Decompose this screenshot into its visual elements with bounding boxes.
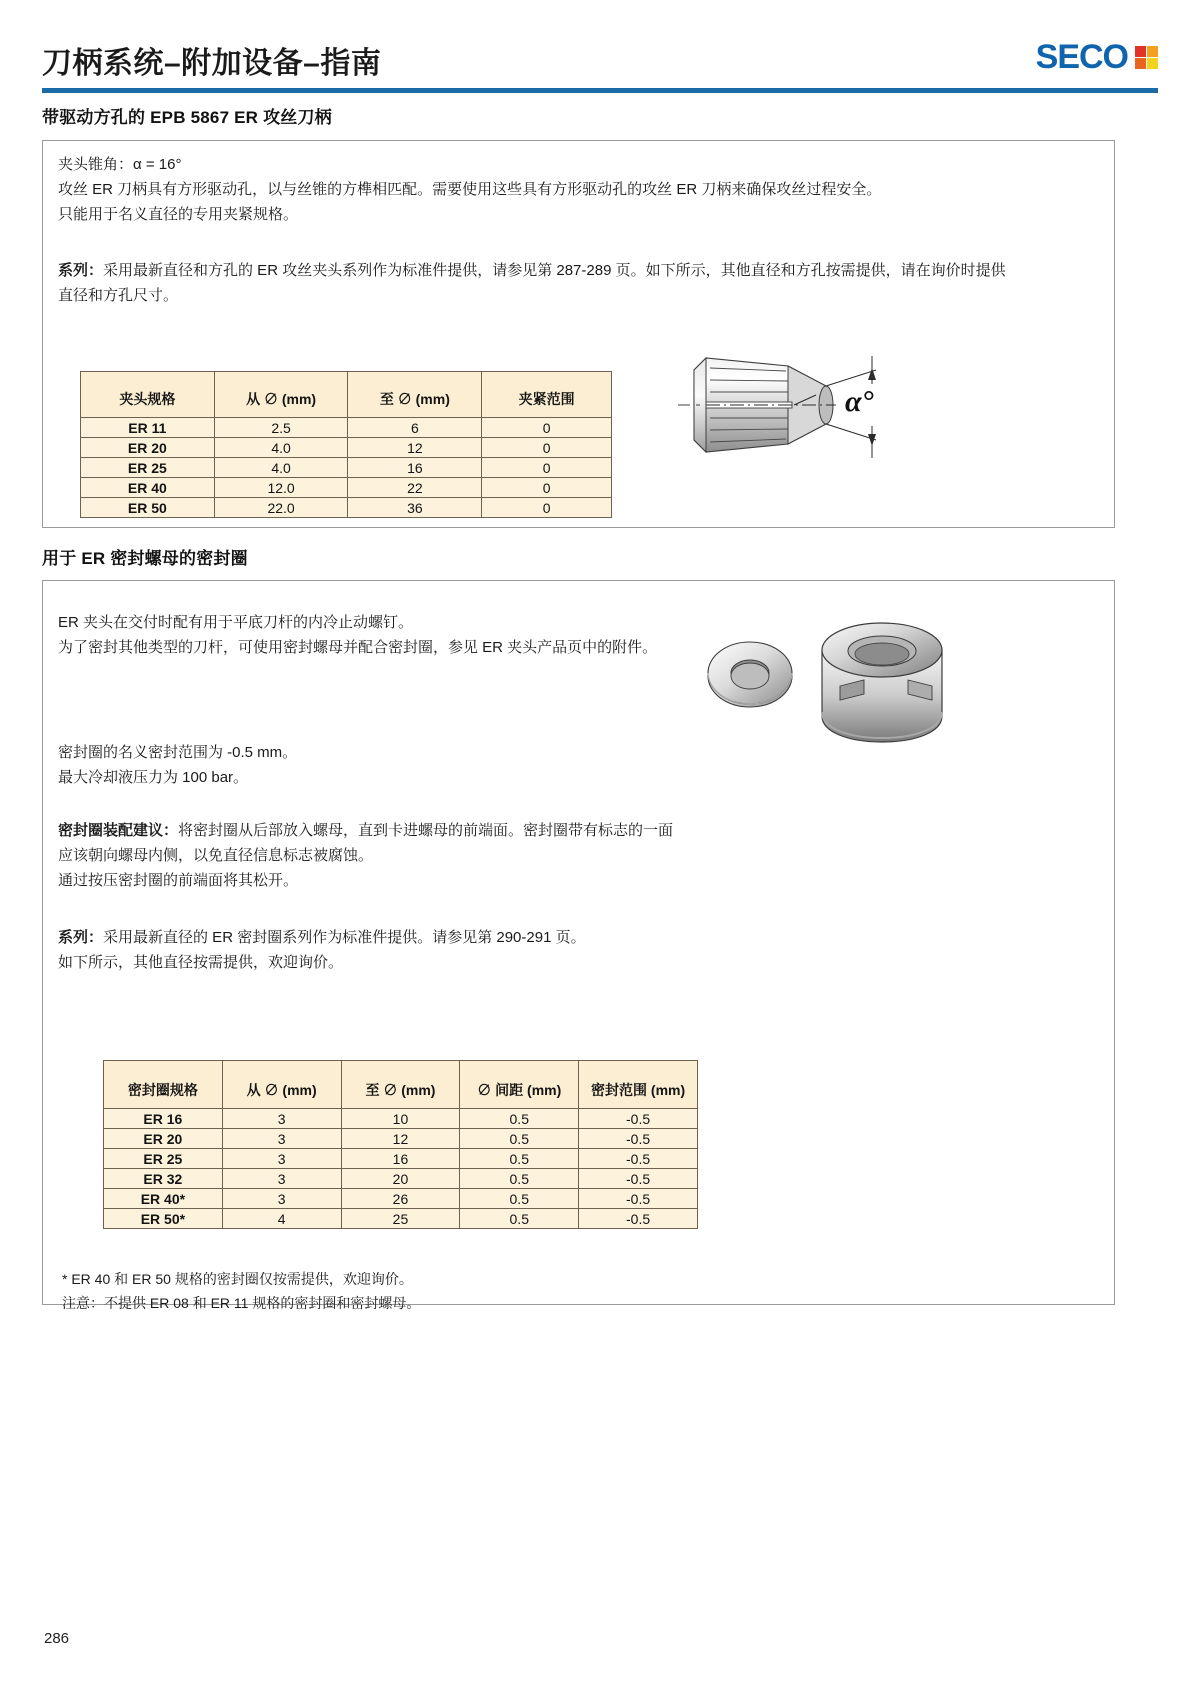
table-row: [81, 438, 612, 458]
logo-square-1: [1135, 46, 1146, 57]
logo-square-3: [1135, 58, 1146, 69]
table-cell: -0.5: [579, 1129, 698, 1149]
table-cell: -0.5: [579, 1149, 698, 1169]
section2-paragraph-1: ER 夹头在交付时配有用于平底刀杆的内冷止动螺钉。 为了密封其他类型的刀杆，可使用密封螺母并配合密封圈，参见 ER 夹头产品页中的附件。: [58, 614, 658, 656]
table-cell: 26: [341, 1189, 460, 1209]
table-cell: 12: [348, 438, 482, 458]
table-header-row: [104, 1061, 698, 1109]
section1-paragraph-1: 夹头锥角：α = 16° 攻丝 ER 刀柄具有方形驱动孔，以与丝锥的方榫相匹配。需要使用这些具有方形驱动孔的攻丝 ER 刀柄来确保攻丝过程安全。 只能用于名义直径的专用夹紧规格。: [58, 156, 882, 223]
section2-assembly-label: 密封圈装配建议：: [58, 822, 179, 839]
section2-assembly-text: 将密封圈从后部放入螺母，直到卡进螺母的前端面。密封圈带有标志的一面应该朝向螺母内侧，以免直径信息标志被腐蚀。 通过按压密封圈的前端面将其松开。: [58, 822, 674, 889]
table-cell: -0.5: [579, 1169, 698, 1189]
table-row: [104, 1169, 698, 1189]
collet-spec-table: [80, 371, 612, 518]
column-header-4: 夹紧范围: [482, 372, 612, 418]
angle-arrow-top: [868, 368, 876, 380]
column-header-1: 夹头规格: [81, 372, 215, 418]
section2-paragraph-3: [58, 818, 678, 893]
header-divider-rule: [42, 88, 1158, 93]
section1-series-text: 采用最新直径和方孔的 ER 攻丝夹头系列作为标准件提供，请参见第 287-289 页。如下所示，其他直径和方孔按需提供，请在询价时提供直径和方孔尺寸。: [58, 262, 1006, 304]
seco-logo: [1036, 40, 1158, 74]
table-cell: 3: [222, 1149, 341, 1169]
table-cell: 12.0: [214, 478, 348, 498]
column-header-4: ∅ 间距 (mm): [460, 1061, 579, 1109]
table-cell: ER 40*: [104, 1189, 223, 1209]
table-row: [104, 1109, 698, 1129]
page-header: [0, 0, 1200, 100]
column-header-2: 从 ∅ (mm): [222, 1061, 341, 1109]
table-row: [81, 498, 612, 518]
table-cell: 0.5: [460, 1129, 579, 1149]
table-cell: ER 50: [81, 498, 215, 518]
table-cell: 3: [222, 1169, 341, 1189]
table-cell: 16: [341, 1149, 460, 1169]
table-cell: 36: [348, 498, 482, 518]
table-row: [104, 1129, 698, 1149]
table-cell: 0: [482, 458, 612, 478]
table-row: [81, 478, 612, 498]
logo-square-4: [1147, 58, 1158, 69]
table-body: [81, 418, 612, 518]
seco-logo-text: SECO: [1035, 38, 1128, 76]
table-cell: ER 16: [104, 1109, 223, 1129]
section2-paragraph-2: 密封圈的名义密封范围为 -0.5 mm。 最大冷却液压力为 100 bar。: [58, 744, 298, 786]
table-row: [104, 1209, 698, 1229]
table-row: [104, 1149, 698, 1169]
section1-series-label: 系列：: [58, 262, 104, 279]
table-cell: 0: [482, 478, 612, 498]
column-header-2: 从 ∅ (mm): [214, 372, 348, 418]
table-cell: ER 32: [104, 1169, 223, 1189]
table-cell: ER 20: [104, 1129, 223, 1149]
table-cell: 22.0: [214, 498, 348, 518]
section1-paragraph-2: [58, 258, 1008, 308]
sealing-nut: [822, 623, 942, 742]
section2-heading: 用于 ER 密封螺母的密封圈: [42, 549, 248, 568]
table-row: [81, 458, 612, 478]
table-cell: ER 50*: [104, 1209, 223, 1229]
table-cell: 3: [222, 1129, 341, 1149]
table-body: [104, 1109, 698, 1229]
table-cell: ER 25: [81, 458, 215, 478]
section2-paragraph-4: [58, 925, 678, 975]
table-cell: 3: [222, 1189, 341, 1209]
section1-heading: 带驱动方孔的 EPB 5867 ER 攻丝刀柄: [42, 108, 332, 127]
table-cell: ER 20: [81, 438, 215, 458]
table-cell: ER 40: [81, 478, 215, 498]
table-cell: ER 25: [104, 1149, 223, 1169]
column-header-5: 密封范围 (mm): [579, 1061, 698, 1109]
column-header-3: 至 ∅ (mm): [348, 372, 482, 418]
table-row: [104, 1189, 698, 1209]
table-cell: 0.5: [460, 1209, 579, 1229]
page-number: 286: [44, 1630, 70, 1647]
seal-ring: [708, 642, 792, 707]
table-cell: 0: [482, 418, 612, 438]
column-header-1: 密封圈规格: [104, 1061, 223, 1109]
table-cell: 10: [341, 1109, 460, 1129]
table-cell: 0.5: [460, 1189, 579, 1209]
table-cell: -0.5: [579, 1109, 698, 1129]
section2-series-label: 系列：: [58, 929, 104, 946]
section2-series-text: 采用最新直径的 ER 密封圈系列作为标准件提供。请参见第 290-291 页。 如下所示，其他直径按需提供，欢迎询价。: [58, 929, 586, 971]
table-cell: -0.5: [579, 1189, 698, 1209]
seal-ring-and-nut-illustration: [700, 612, 970, 747]
table-cell: 4.0: [214, 438, 348, 458]
table-cell: 6: [348, 418, 482, 438]
table-cell: 0.5: [460, 1149, 579, 1169]
seal-ring-spec-table: [103, 1060, 698, 1229]
table-cell: 0: [482, 498, 612, 518]
table-cell: 4.0: [214, 458, 348, 478]
table-cell: 0: [482, 438, 612, 458]
logo-square-2: [1147, 46, 1158, 57]
table-cell: 0.5: [460, 1169, 579, 1189]
table-cell: 3: [222, 1109, 341, 1129]
footnote-asterisk: * ER 40 和 ER 50 规格的密封圈仅按需提供，欢迎询价。: [62, 1271, 413, 1287]
seco-logo-squares: [1135, 46, 1158, 69]
table-cell: 12: [341, 1129, 460, 1149]
table-cell: 2.5: [214, 418, 348, 438]
table-cell: 0.5: [460, 1109, 579, 1129]
alpha-angle-label: α°: [845, 385, 874, 418]
table-cell: 25: [341, 1209, 460, 1229]
table-header-row: [81, 372, 612, 418]
table-cell: 22: [348, 478, 482, 498]
page-title: 刀柄系统–附加设备–指南: [42, 47, 382, 80]
table-cell: -0.5: [579, 1209, 698, 1229]
table-cell: 20: [341, 1169, 460, 1189]
table-cell: 4: [222, 1209, 341, 1229]
table-cell: ER 11: [81, 418, 215, 438]
table-row: [81, 418, 612, 438]
table-cell: 16: [348, 458, 482, 478]
column-header-3: 至 ∅ (mm): [341, 1061, 460, 1109]
footnote-note: 注意：不提供 ER 08 和 ER 11 规格的密封圈和密封螺母。: [62, 1295, 421, 1311]
